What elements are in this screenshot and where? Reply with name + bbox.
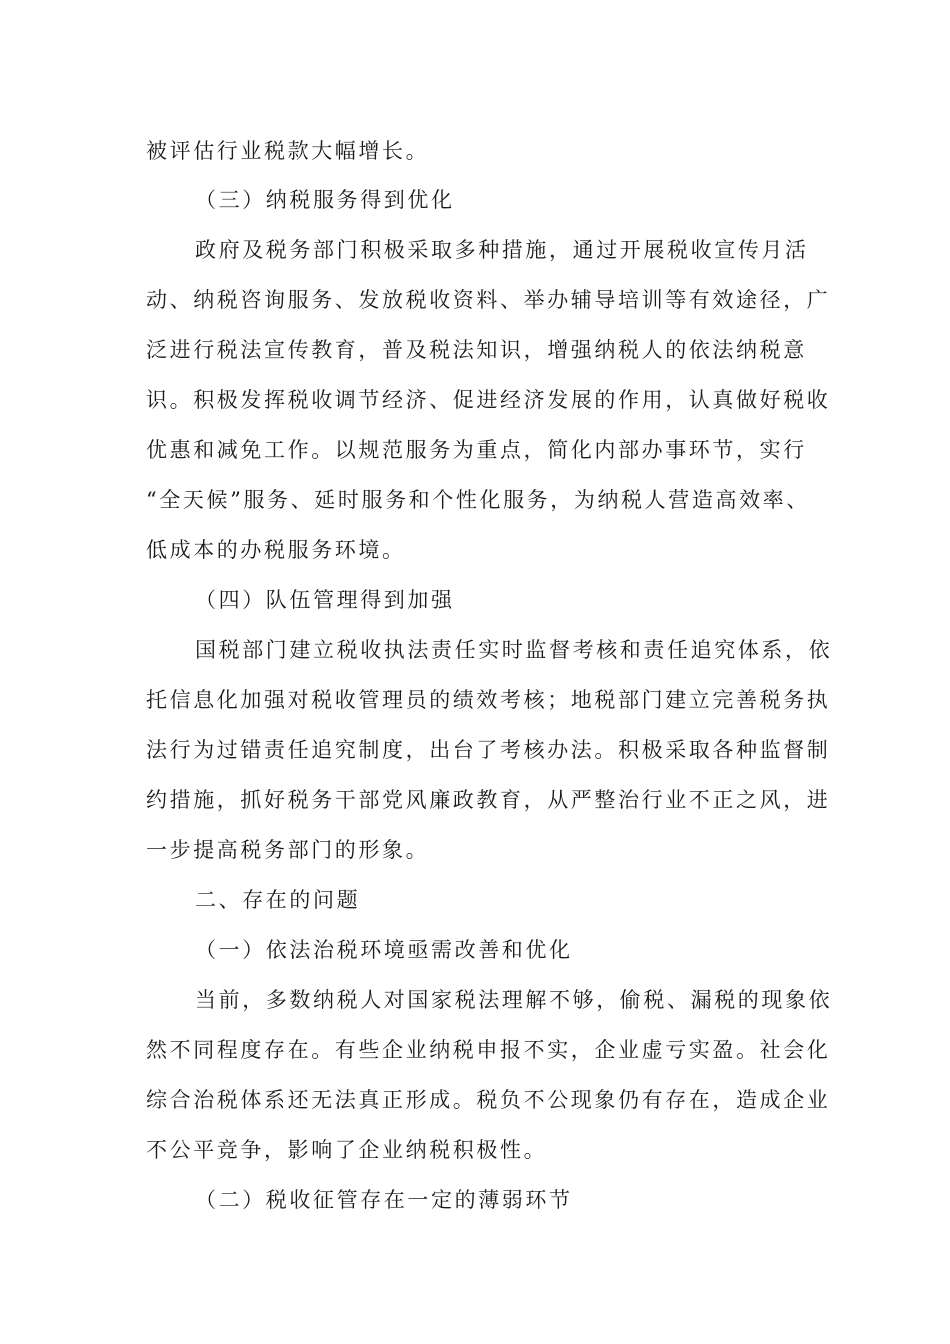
paragraph-line: 托信息化加强对税收管理员的绩效考核；地税部门建立完善税务执 xyxy=(146,688,831,712)
paragraph-line: 国税部门建立税收执法责任实时监督考核和责任追究体系，依 xyxy=(195,638,833,662)
paragraph-line: 约措施，抓好税务干部党风廉政教育，从严整治行业不正之风，进 xyxy=(146,788,831,812)
section-heading-4: （四）队伍管理得到加强 xyxy=(195,588,455,612)
paragraph-line: 法行为过错责任追究制度，出台了考核办法。积极采取各种监督制 xyxy=(146,738,831,762)
paragraph-line: 优惠和减免工作。以规范服务为重点，简化内部办事环节，实行 xyxy=(146,438,807,462)
section-heading-3: （三）纳税服务得到优化 xyxy=(195,188,455,212)
paragraph-line: 一步提高税务部门的形象。 xyxy=(146,838,430,862)
paragraph-line: 当前，多数纳税人对国家税法理解不够，偷税、漏税的现象依 xyxy=(195,988,833,1012)
paragraph-line: 泛进行税法宣传教育，普及税法知识，增强纳税人的依法纳税意 xyxy=(146,338,807,362)
paragraph-line: 不公平竞争，影响了企业纳税积极性。 xyxy=(146,1138,548,1162)
paragraph-line: 低成本的办税服务环境。 xyxy=(146,538,406,562)
paragraph-line: “全天候”服务、延时服务和个性化服务，为纳税人营造高效率、 xyxy=(146,488,810,512)
paragraph-line: 动、纳税咨询服务、发放税收资料、举办辅导培训等有效途径，广 xyxy=(146,288,831,312)
section-heading-2: （二）税收征管存在一定的薄弱环节 xyxy=(195,1188,573,1212)
paragraph-line: 政府及税务部门积极采取多种措施，通过开展税收宣传月活 xyxy=(195,238,809,262)
paragraph-line: 然不同程度存在。有些企业纳税申报不实，企业虚亏实盈。社会化 xyxy=(146,1038,831,1062)
section-heading-1: （一）依法治税环境亟需改善和优化 xyxy=(195,938,573,962)
paragraph-line: 识。积极发挥税收调节经济、促进经济发展的作用，认真做好税收 xyxy=(146,388,831,412)
chapter-heading-2: 二、存在的问题 xyxy=(195,888,361,912)
paragraph-line: 综合治税体系还无法真正形成。税负不公现象仍有存在，造成企业 xyxy=(146,1088,831,1112)
paragraph-line: 被评估行业税款大幅增长。 xyxy=(146,139,430,163)
